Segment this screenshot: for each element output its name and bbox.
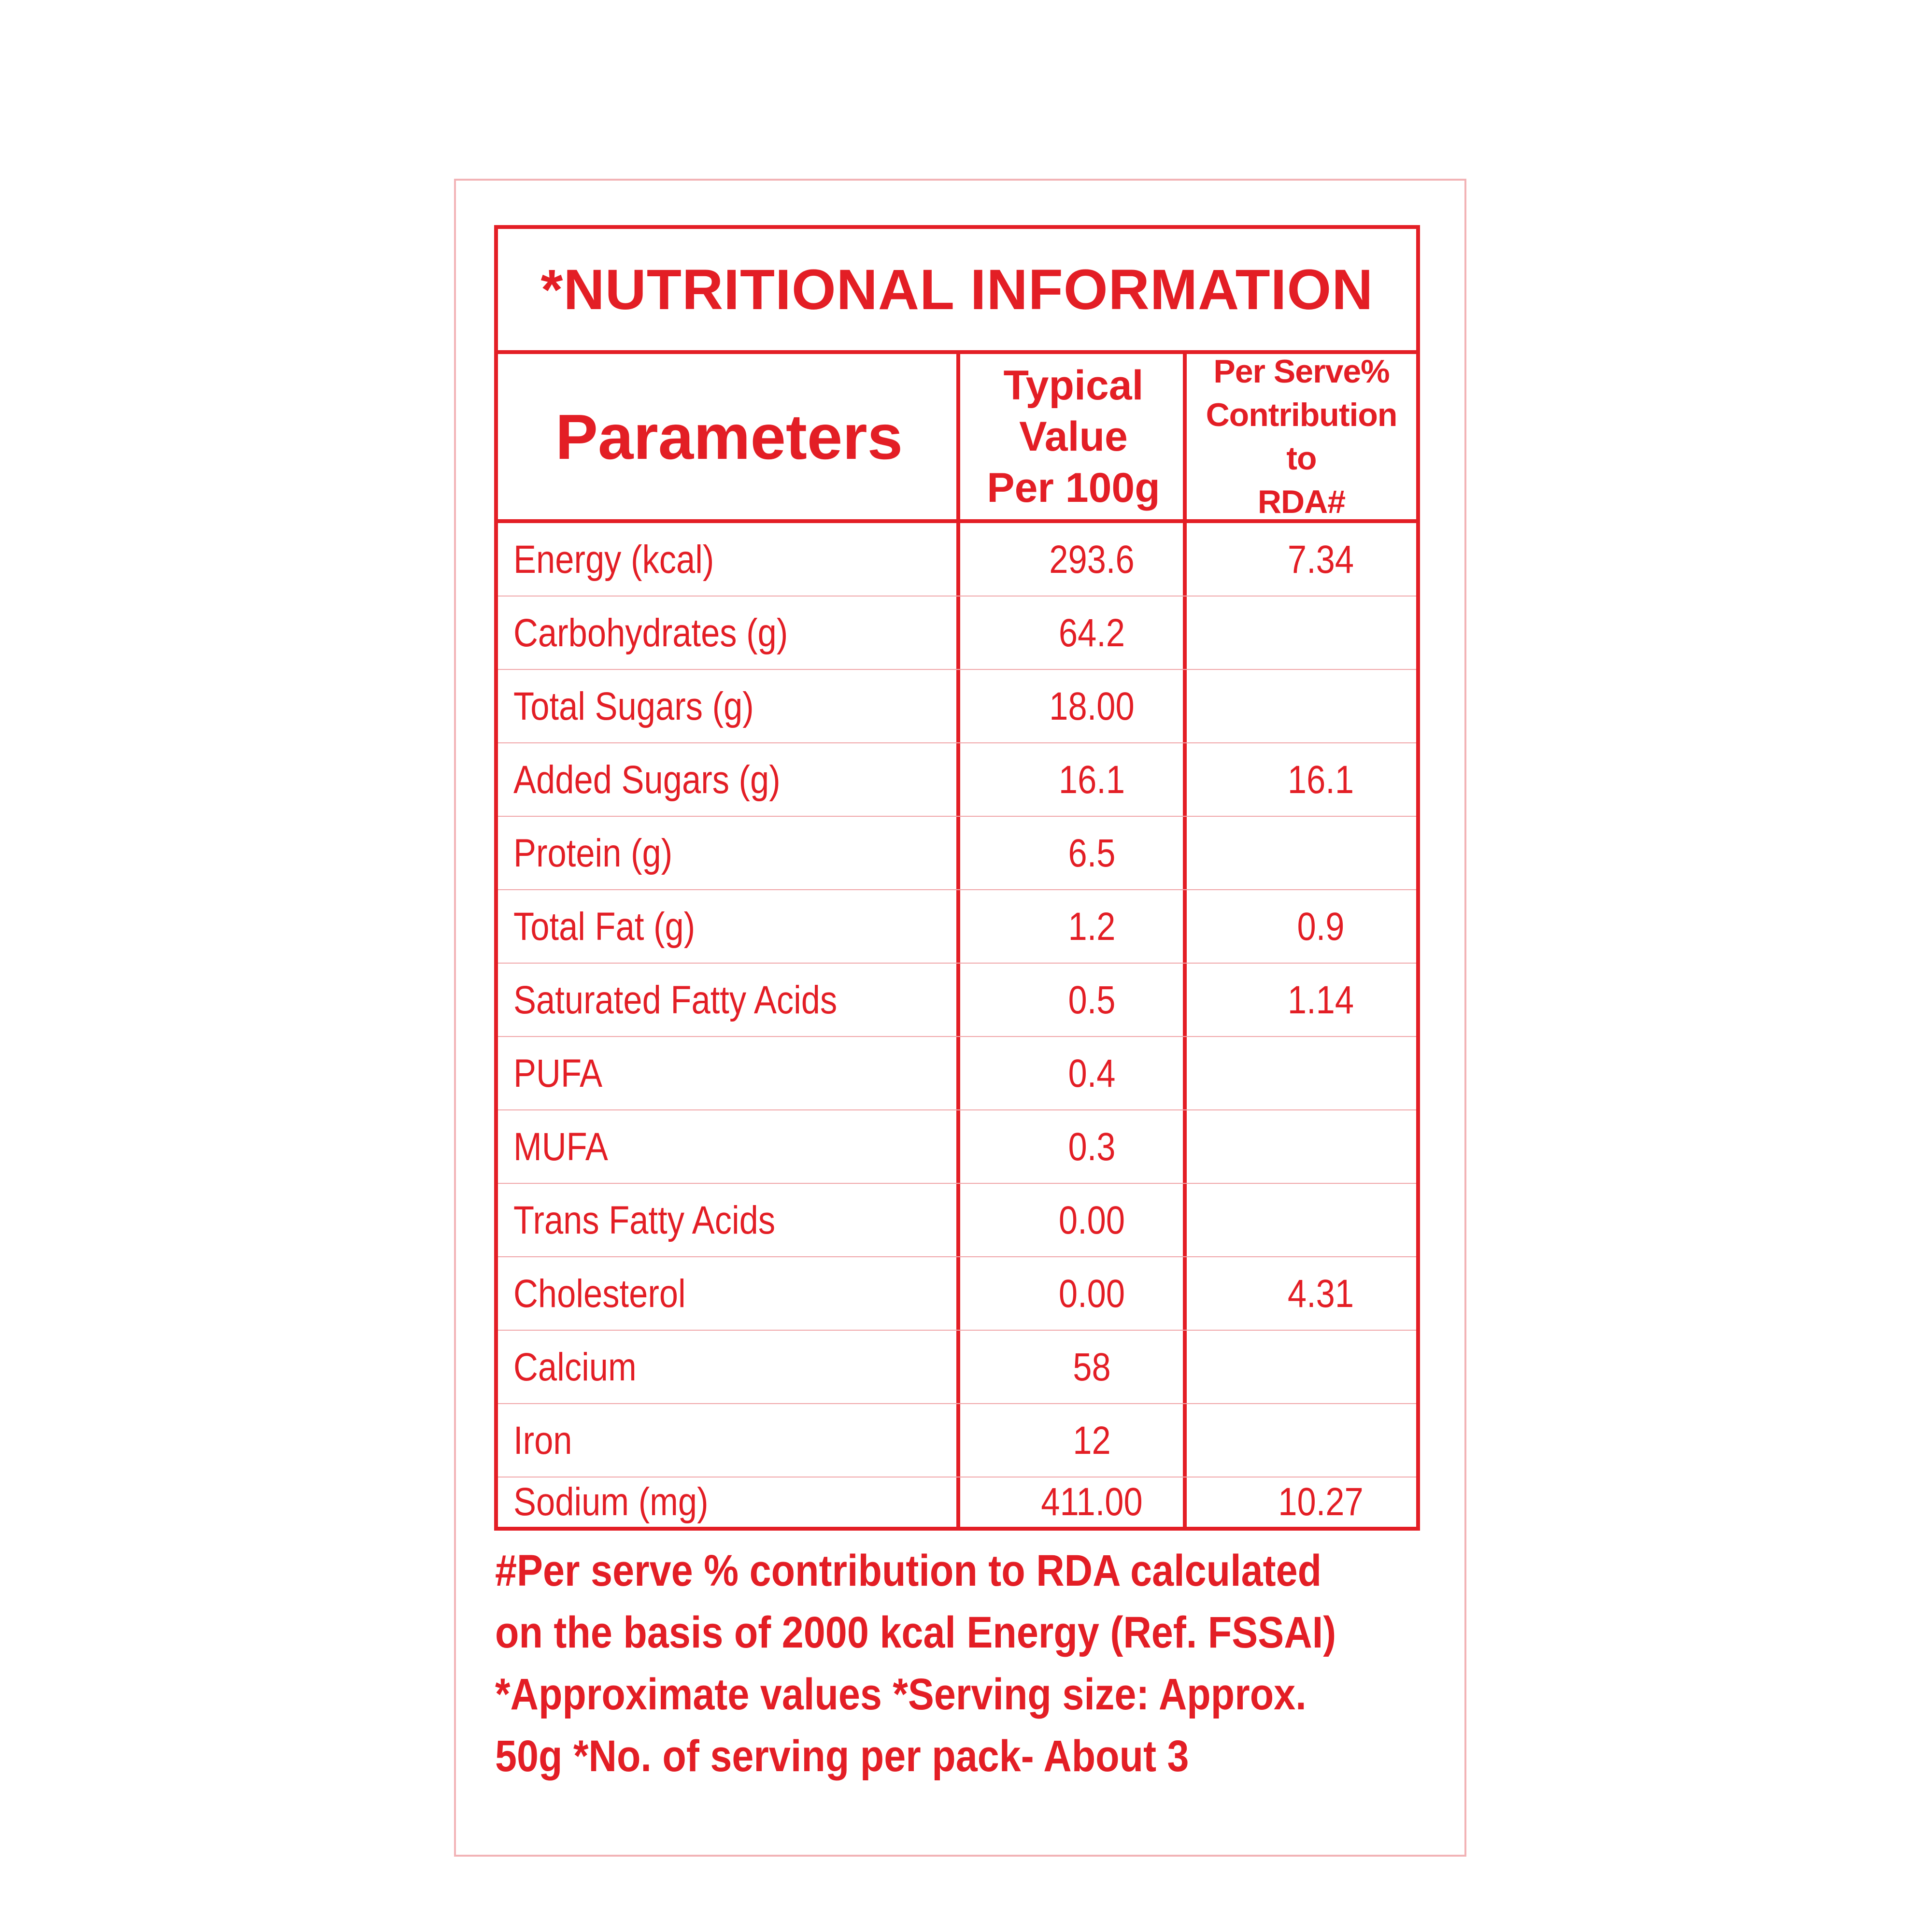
parameter-name: Protein (g) [513, 831, 673, 875]
parameter-name: Added Sugars (g) [513, 758, 781, 802]
parameter-name: Energy (kcal) [513, 538, 714, 582]
parameter-name: PUFA [513, 1051, 603, 1095]
typical-value: 12 [1073, 1419, 1111, 1463]
table-title: *NUTRITIONAL INFORMATION [498, 229, 1416, 354]
rda-value [1206, 1037, 1436, 1110]
typical-value: 18.00 [1049, 684, 1135, 728]
nutrition-table [494, 225, 1420, 1531]
rda-value: 0.9 [1297, 905, 1345, 949]
typical-value: 293.6 [1049, 538, 1135, 582]
parameter-name: Calcium [513, 1345, 637, 1389]
typical-value: 0.00 [1058, 1198, 1125, 1242]
table-row [498, 1110, 1416, 1184]
rda-value: 4.31 [1287, 1272, 1354, 1316]
table-row [498, 1404, 1416, 1477]
typical-value: 58 [1073, 1345, 1111, 1389]
table-row [498, 1477, 1416, 1527]
table-row [498, 817, 1416, 890]
typical-value: 0.00 [1058, 1272, 1125, 1316]
typical-value: 0.3 [1068, 1125, 1116, 1169]
rda-value: 16.1 [1287, 758, 1354, 802]
table-row [498, 1037, 1416, 1110]
typical-value: 1.2 [1068, 905, 1116, 949]
typical-value: 0.4 [1068, 1051, 1116, 1095]
typical-value: 411.00 [1041, 1480, 1143, 1524]
parameter-name: Cholesterol [513, 1272, 686, 1316]
typical-value: 64.2 [1058, 611, 1125, 655]
footnote [495, 1540, 1336, 1787]
typical-value: 16.1 [1058, 758, 1125, 802]
rda-value [1206, 597, 1436, 670]
table-row [498, 523, 1416, 597]
rda-value: 7.34 [1287, 538, 1354, 582]
table-row [498, 1184, 1416, 1257]
parameter-name: Total Sugars (g) [513, 684, 754, 728]
rda-value [1206, 1331, 1436, 1404]
rda-value [1206, 1110, 1436, 1184]
header-typical-line: Per 100g [987, 465, 1160, 511]
header-parameters: Parameters [555, 401, 903, 472]
header-typical-line: Typical [1003, 362, 1144, 409]
table-body [498, 523, 1416, 1527]
header-rda-line: Contribution to [1206, 397, 1397, 477]
parameter-name: Total Fat (g) [513, 905, 696, 949]
table-row [498, 964, 1416, 1037]
table-row [498, 670, 1416, 743]
table-row [498, 743, 1416, 817]
header-rda-contribution [1187, 354, 1416, 519]
table-row [498, 597, 1416, 670]
rda-value [1206, 817, 1436, 890]
parameter-name: Iron [513, 1419, 572, 1463]
parameter-name: MUFA [513, 1125, 608, 1169]
footnote-line: on the basis of 2000 kcal Energy (Ref. FSSAI) [495, 1608, 1336, 1657]
table-row [498, 890, 1416, 964]
typical-value: 0.5 [1068, 978, 1116, 1022]
table-row [498, 1331, 1416, 1404]
footnote-line: #Per serve % contribution to RDA calculated [495, 1546, 1322, 1595]
parameter-name: Trans Fatty Acids [513, 1198, 776, 1242]
rda-value: 1.14 [1287, 978, 1354, 1022]
table-row [498, 1257, 1416, 1331]
parameter-name: Sodium (mg) [513, 1480, 709, 1524]
footnote-line: 50g *No. of serving per pack- About 3 [495, 1732, 1189, 1781]
typical-value: 6.5 [1068, 831, 1116, 875]
rda-value [1206, 1404, 1436, 1477]
header-rda-line: RDA# [1257, 483, 1346, 520]
header-typical-line: Value [1019, 413, 1128, 460]
parameter-name: Carbohydrates (g) [513, 611, 788, 655]
header-rda-line: Per Serve% [1213, 353, 1390, 390]
rda-value [1206, 1184, 1436, 1257]
footnote-line: *Approximate values *Serving size: Approx. [495, 1670, 1307, 1719]
rda-value [1206, 670, 1436, 743]
parameter-name: Saturated Fatty Acids [513, 978, 838, 1022]
rda-value: 10.27 [1278, 1480, 1364, 1524]
header-typical-value [960, 354, 1187, 519]
